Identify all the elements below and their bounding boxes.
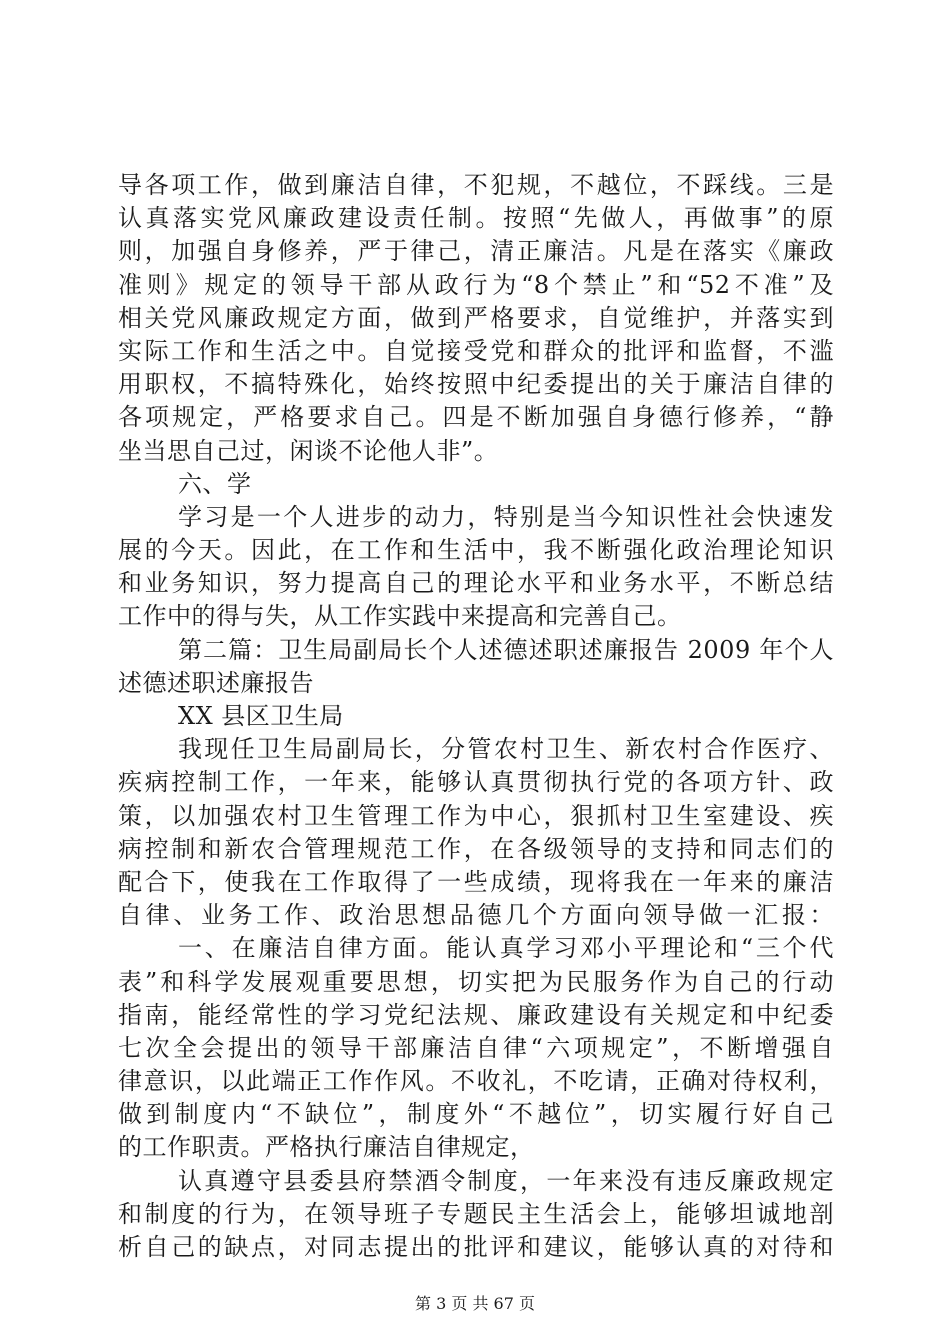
text-line: 和业务知识，努力提高自己的理论水平和业务水平，不断总结 xyxy=(118,569,834,598)
text-line: 第二篇：卫生局副局长个人述德述职述廉报告 2009 年个人 xyxy=(178,635,834,664)
text-line: 述德述职述廉报告 xyxy=(118,668,314,697)
text-line: 坐当思自己过，闲谈不论他人非”。 xyxy=(118,436,499,465)
text-line: 表”和科学发展观重要思想，切实把为民服务作为自己的行动 xyxy=(118,967,834,996)
text-line: 则，加强自身修养，严于律己，清正廉洁。凡是在落实《廉政 xyxy=(118,237,834,266)
page-footer: 第 3 页 共 67 页 xyxy=(415,1294,535,1313)
text-line: 六、学 xyxy=(178,469,252,498)
text-line: 律意识，以此端正工作作风。不收礼，不吃请，正确对待权利， xyxy=(118,1067,834,1096)
text-line: 实际工作和生活之中。自觉接受党和群众的批评和监督，不滥 xyxy=(118,336,834,365)
text-line: 认真落实党风廉政建设责任制。按照“先做人，再做事”的原 xyxy=(118,204,834,233)
text-line: 我现任卫生局副局长，分管农村卫生、新农村合作医疗、 xyxy=(178,735,834,764)
text-line: 病控制和新农合管理规范工作，在各级领导的支持和同志们的 xyxy=(118,834,834,863)
text-line: 指南，能经常性的学习党纪法规、廉政建设有关规定和中纪委 xyxy=(118,1000,834,1029)
text-line: 自律、业务工作、政治思想品德几个方面向领导做一汇报： xyxy=(118,901,834,930)
document-body xyxy=(118,170,834,1265)
text-line: XX 县区卫生局 xyxy=(178,702,344,730)
text-line: 配合下，使我在工作取得了一些成绩，现将我在一年来的廉洁 xyxy=(118,867,834,896)
text-line: 疾病控制工作，一年来，能够认真贯彻执行党的各项方针、政 xyxy=(118,768,834,797)
text-line: 策，以加强农村卫生管理工作为中心，狠抓村卫生室建设、疾 xyxy=(118,801,834,830)
text-line: 和制度的行为，在领导班子专题民主生活会上，能够坦诚地剖 xyxy=(118,1199,834,1228)
text-line: 准则》规定的领导干部从政行为“8个禁止”和“52不准”及 xyxy=(118,270,834,299)
text-line: 七次全会提出的领导干部廉洁自律“六项规定”，不断增强自 xyxy=(118,1033,834,1062)
text-line: 展的今天。因此，在工作和生活中，我不断强化政治理论知识 xyxy=(118,536,834,565)
text-line: 相关党风廉政规定方面，做到严格要求，自觉维护，并落实到 xyxy=(118,303,834,332)
text-line: 学习是一个人进步的动力，特别是当今知识性社会快速发 xyxy=(178,502,834,531)
text-line: 工作中的得与失，从工作实践中来提高和完善自己。 xyxy=(118,602,682,631)
text-line: 用职权，不搞特殊化，始终按照中纪委提出的关于廉洁自律的 xyxy=(118,370,834,399)
text-line: 析自己的缺点，对同志提出的批评和建议，能够认真的对待和 xyxy=(118,1233,834,1261)
text-line: 各项规定，严格要求自己。四是不断加强自身德行修养，“静 xyxy=(118,403,834,432)
text-line: 导各项工作，做到廉洁自律，不犯规，不越位，不踩线。三是 xyxy=(118,171,834,199)
text-line: 一、在廉洁自律方面。能认真学习邓小平理论和“三个代 xyxy=(178,934,834,963)
text-line: 的工作职责。严格执行廉洁自律规定， xyxy=(118,1133,535,1162)
text-line: 做到制度内“不缺位”，制度外“不越位”，切实履行好自己 xyxy=(118,1100,834,1129)
text-line: 认真遵守县委县府禁酒令制度，一年来没有违反廉政规定 xyxy=(178,1166,834,1195)
